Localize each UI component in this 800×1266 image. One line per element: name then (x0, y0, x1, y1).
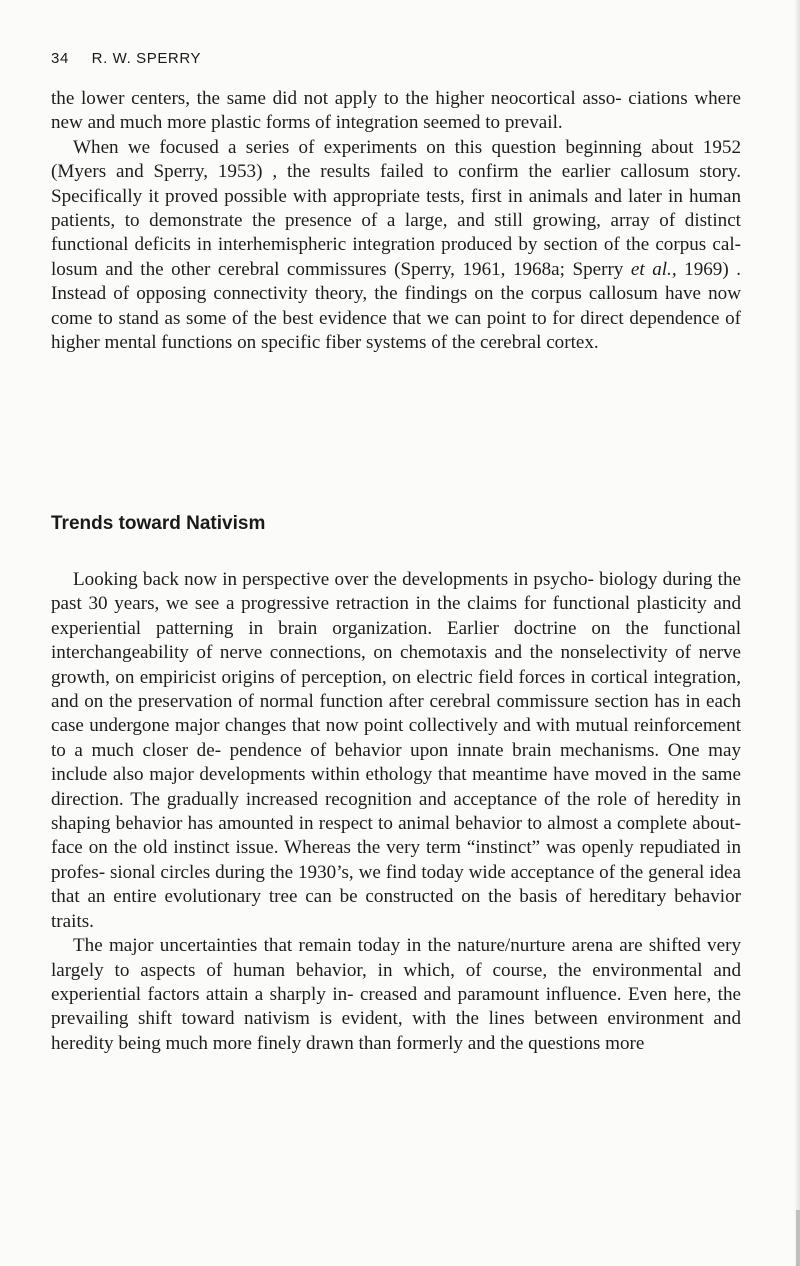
paragraph-callosum-text-b: 1969) . Instead of opposing connectivity theory, the findings on the corpus callosum have now come to stand as some of the best evidence that we can point to for direct dependence of higher mental functions on specific fiber systems of the cerebral cortex. (51, 258, 741, 354)
paragraph-uncertainties: The major uncertainties that remain today in the nature/nurture arena are shifted very largely to aspects of human behavior, in which, of course, the environmental and experiential factors attain a sharply in- creased and paramount influence. Even here, the prevailing shift toward nativism is evident, with the lines between environment and heredity being much more finely drawn than formerly and the questions more (51, 935, 741, 1054)
paragraph-continuation: the lower centers, the same did not apply to the higher neocortical asso- ciations where new and much more plastic forms of integration seemed to prevail. (51, 88, 741, 134)
paragraph-callosum (51, 136, 741, 356)
text-block-top (51, 87, 741, 355)
page-number: 34 (51, 50, 69, 67)
section-heading: Trends toward Nativism (51, 513, 266, 534)
text-block-bottom (51, 568, 741, 1056)
paragraph-looking-back: Looking back now in perspective over the developments in psycho- biology during the past 30 years, we see a progressive retraction in the claims for functional plasticity and experiential patterning in brain organization. Earlier doctrine on the functional interchangeability of nerve connections, on chemotaxis and the nonselectivity of nerve growth, on empiricist origins of perception, on electric field forces in cortical integration, and on the preservation of normal function after cerebral commissure section has in each case undergone major changes that now point collectively and with mutual reinforcement to a much closer de- pendence of behavior upon innate brain mechanisms. One may include also major developments within ethology that meantime have moved in the same direction. The gradually increased recognition and acceptance of the role of heredity in shaping behavior has amounted in respect to animal behavior to almost a complete about-face on the old instinct issue. Whereas the very term “instinct” was openly repudiated in profes- sional circles during the 1930’s, we find today wide acceptance of the general idea that an entire evolutionary tree can be constructed on the basis of hereditary behavior traits. (51, 569, 741, 932)
page-edge-mark (796, 1210, 800, 1266)
running-head-author: R. W. SPERRY (91, 50, 202, 67)
paragraph-callosum-italic: et al., (630, 258, 677, 280)
running-header (51, 50, 201, 67)
paragraph-callosum-text-a: When we focused a series of experiments on this question beginning about 1952 (Myers and Sperry, 1953) , the results failed to confirm the earlier callosum story. Specifically it proved possible with appropriate tests, first in animals and later in human patients, to demonstrate the presence of a large, and still growing, array of distinct functional deficits in interhemispheric integration produced by section of the corpus cal- losum and the other cerebral commissures (Sperry, 1961, 1968a; Sperry (51, 136, 741, 280)
page-edge-shadow (794, 0, 800, 1266)
